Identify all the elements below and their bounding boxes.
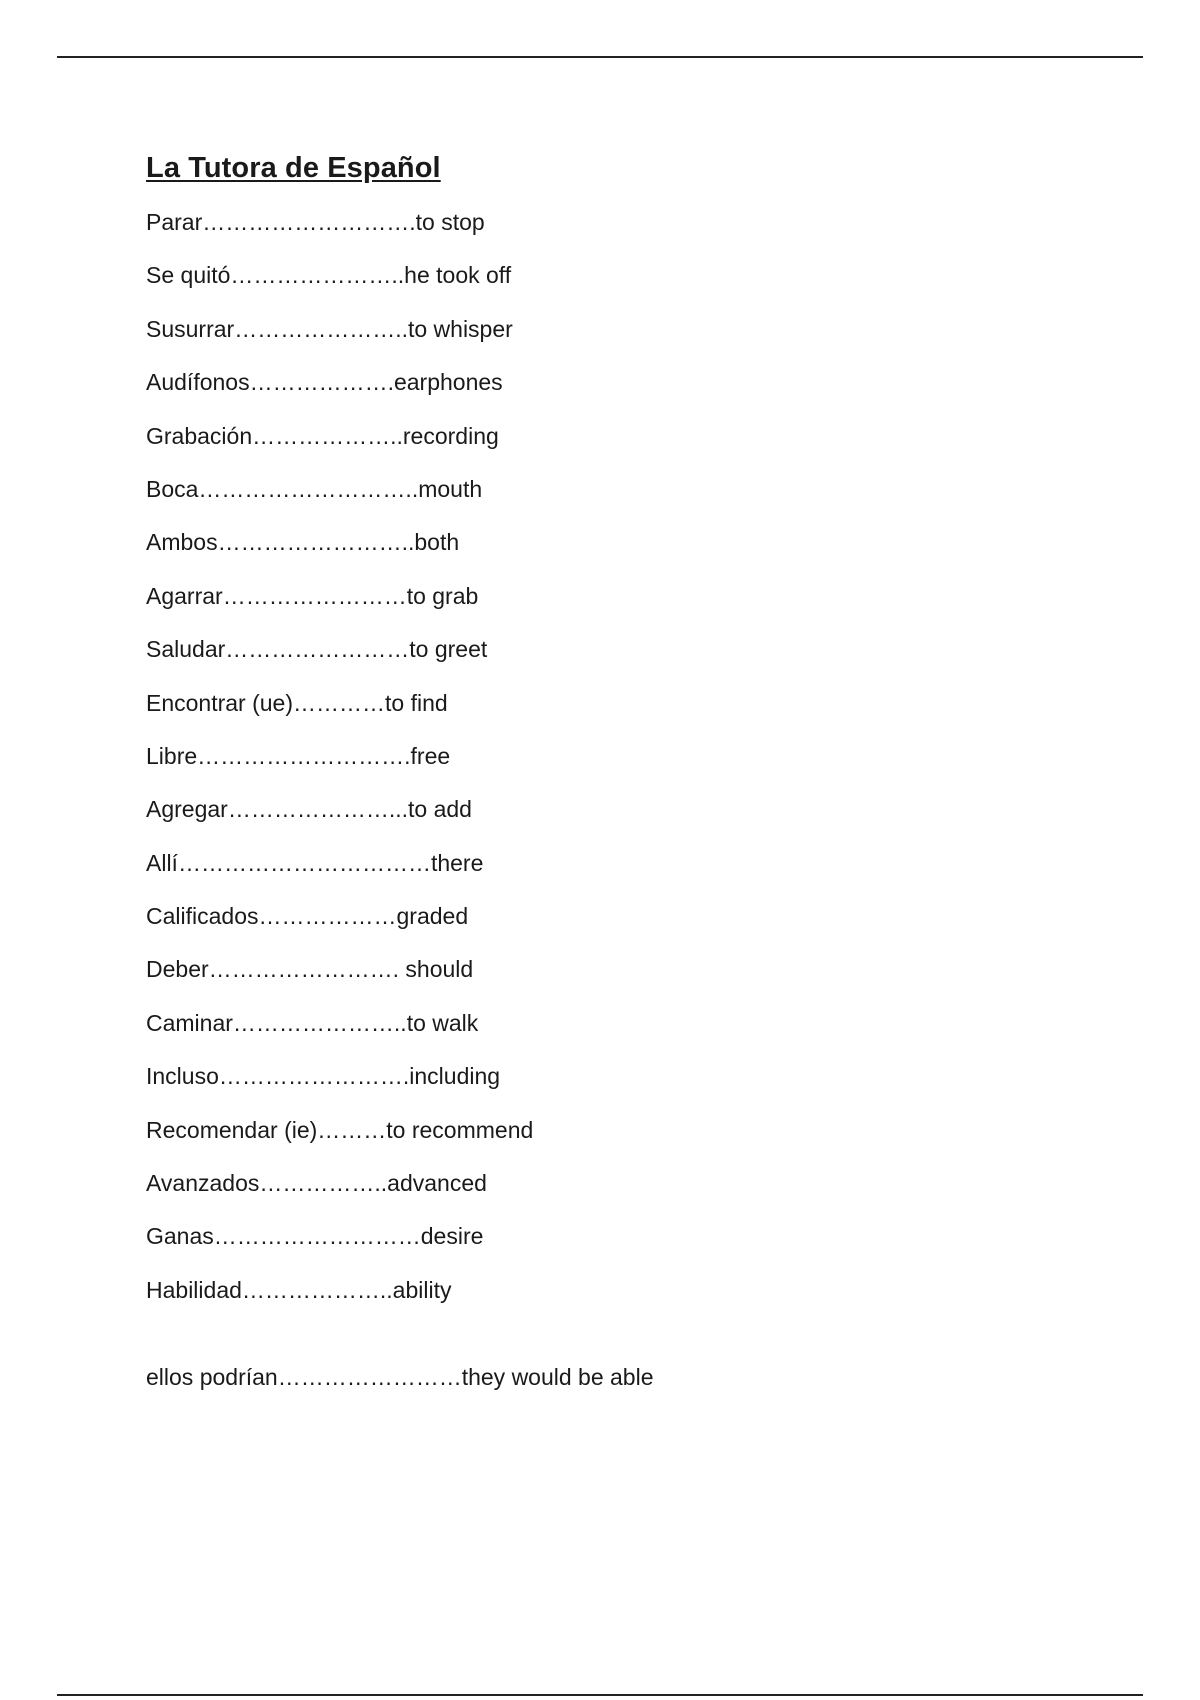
vocab-entry: Se quitó…………………..he took off (146, 262, 512, 289)
vocab-entry: Ambos……………………..both (146, 529, 460, 556)
vocab-entry: Agarrar……………………to grab (146, 582, 479, 609)
vocab-entry: Boca………………………..mouth (146, 475, 483, 502)
vocabulary-list (146, 206, 946, 1307)
vocab-entry: Habilidad………………..ability (146, 1276, 452, 1303)
vocab-entry: Caminar…………………..to walk (146, 1009, 479, 1036)
vocab-entry: Audífonos……………….earphones (146, 369, 503, 396)
vocab-entry: Saludar……………………to greet (146, 636, 488, 663)
header-rule (57, 56, 1143, 58)
vocab-entry: Ganas………………………desire (146, 1223, 484, 1250)
document-title: La Tutora de Español (146, 152, 441, 184)
vocab-entry: Agregar…………………...to add (146, 796, 472, 823)
vocab-entry: Allí……………………………there (146, 849, 484, 876)
extra-vocab-entry: ellos podrían……………………they would be able (146, 1363, 654, 1390)
vocab-entry: Avanzados……………..advanced (146, 1170, 487, 1197)
vocab-entry: Susurrar…………………..to whisper (146, 315, 513, 342)
footer-rule (57, 1694, 1143, 1696)
vocab-entry: Libre……………………….free (146, 742, 451, 769)
vocab-entry: Incluso…………………….including (146, 1063, 501, 1090)
vocab-entry: Recomendar (ie)………to recommend (146, 1116, 534, 1143)
vocab-entry: Calificados………………graded (146, 903, 469, 930)
vocab-entry: Deber……………………. should (146, 956, 474, 983)
document-body (146, 148, 946, 1414)
vocab-entry: Grabación………………..recording (146, 422, 499, 449)
vocab-entry: Parar……………………….to stop (146, 209, 485, 235)
vocab-entry: Encontrar (ue)…………to find (146, 689, 448, 716)
